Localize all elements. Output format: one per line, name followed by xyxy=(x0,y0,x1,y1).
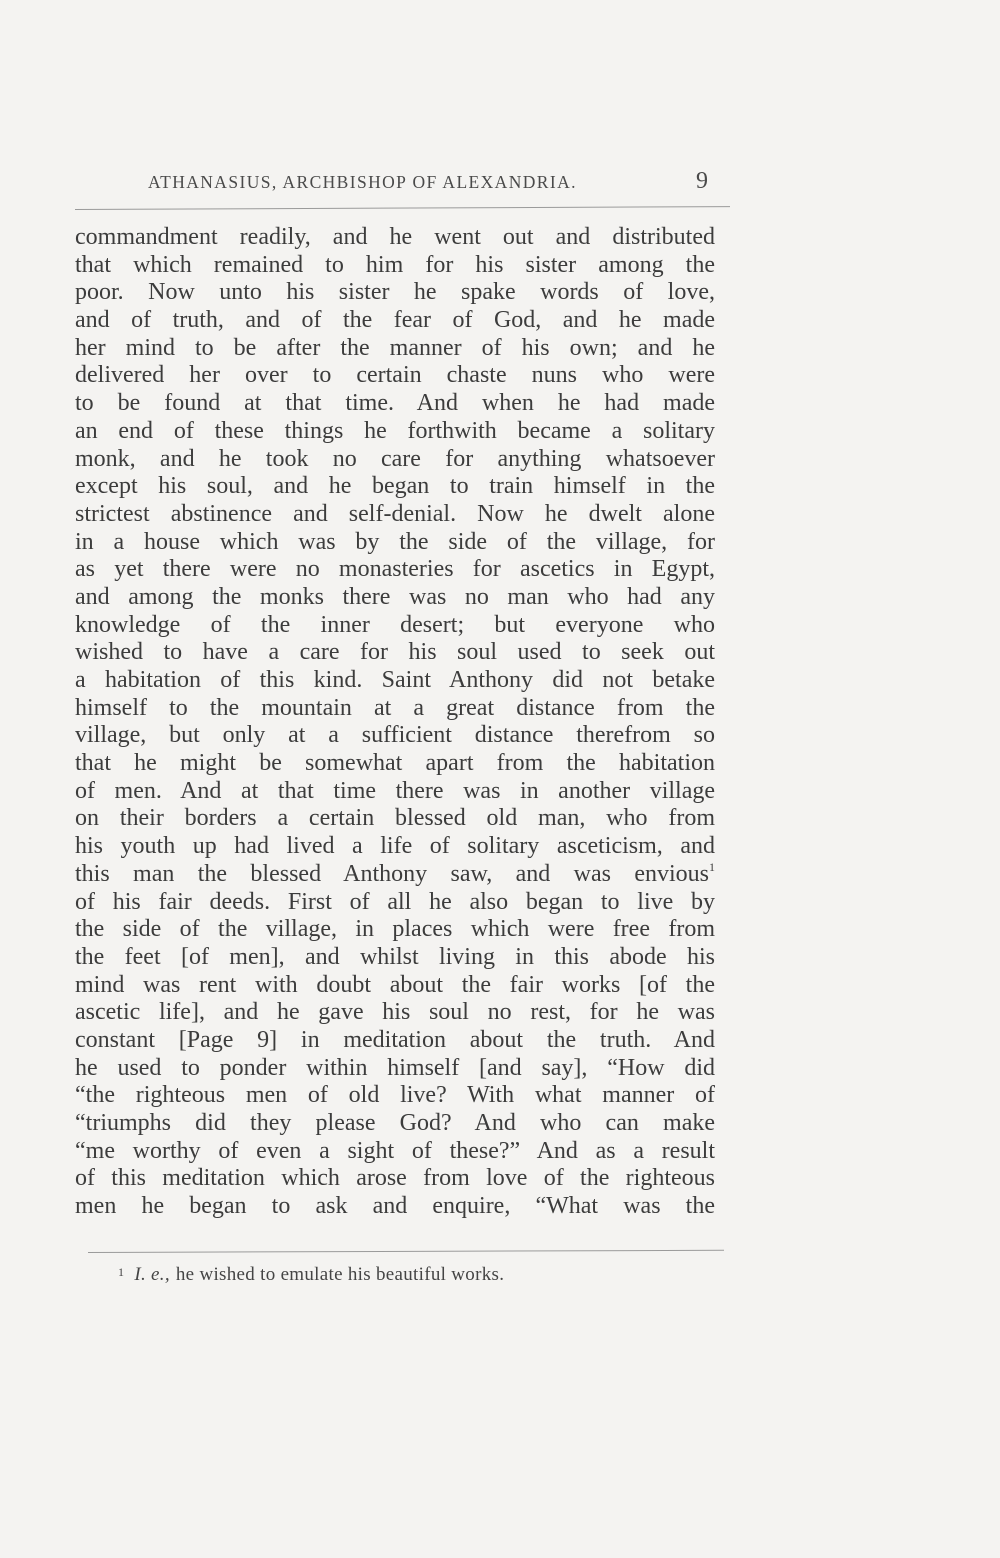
footnote-rule xyxy=(88,1250,724,1253)
text-line: poor. Now unto his sister he spake words of love, xyxy=(75,279,715,306)
text-line: in a house which was by the side of the village, for xyxy=(75,528,715,555)
text-line: men he began to ask and enquire, “What was the xyxy=(75,1193,715,1220)
text-line: a habitation of this kind. Saint Anthony did not betake xyxy=(75,667,715,693)
text-line: except his soul, and he began to train himself in the xyxy=(75,473,715,500)
footnote xyxy=(118,1264,504,1286)
text-line: commandment readily, and he went out and distributed xyxy=(75,224,715,250)
text-line: monk, and he took no care for anything whatsoever xyxy=(75,445,715,472)
footnote-text: he wished to emulate his beautiful works. xyxy=(175,1264,505,1285)
text-line: himself to the mountain at a great distance from the xyxy=(75,694,715,721)
text-line: and among the monks there was no man who had any xyxy=(75,583,715,610)
text-line-with-footnote-ref xyxy=(75,861,715,889)
text-line: the side of the village, in places which were free from xyxy=(75,916,715,943)
text-line: wished to have a care for his soul used to seek out xyxy=(75,639,715,666)
body-text xyxy=(75,224,715,1221)
text-line: “triumphs did they please God? And who can make xyxy=(75,1110,715,1136)
text-line: an end of these things he forthwith became a solitary xyxy=(75,417,715,444)
text-line: delivered her over to certain chaste nuns who were xyxy=(75,362,715,389)
text-line: and of truth, and of the fear of God, and he made xyxy=(75,307,715,334)
text-line: mind was rent with doubt about the fair works [of the xyxy=(75,971,715,998)
running-title: ATHANASIUS, ARCHBISHOP OF ALEXANDRIA. xyxy=(148,172,577,192)
text-line: his youth up had lived a life of solitary asceticism, and xyxy=(75,833,715,860)
text-line: her mind to be after the manner of his own; and he xyxy=(75,334,715,361)
text-line: he used to ponder within himself [and say], “How did xyxy=(75,1054,715,1081)
text-line: “the righteous men of old live? With what manner of xyxy=(75,1082,715,1109)
text-line: of his fair deeds. First of all he also began to live by xyxy=(75,888,715,915)
text-line: on their borders a certain blessed old man, who from xyxy=(75,805,715,832)
text-line-content: this man the blessed Anthony saw, and was envious xyxy=(75,860,709,887)
page-number: 9 xyxy=(696,168,708,194)
text-line: strictest abstinence and self-denial. Now he dwelt alone xyxy=(75,500,715,527)
text-line: village, but only at a sufficient distance therefrom so xyxy=(75,722,715,749)
text-line: the feet [of men], and whilst living in this abode his xyxy=(75,943,715,970)
footnote-reference: 1 xyxy=(709,859,715,874)
text-line: of this meditation which arose from love of the righteous xyxy=(75,1165,715,1192)
text-line: of men. And at that time there was in another village xyxy=(75,777,715,804)
text-line: constant [Page 9] in meditation about the truth. And xyxy=(75,1026,715,1053)
text-line: knowledge of the inner desert; but everyone who xyxy=(75,611,715,638)
footnote-mark: 1 xyxy=(118,1265,125,1279)
text-line: that he might be somewhat apart from the habitation xyxy=(75,750,715,777)
footnote-abbreviation: I. e., xyxy=(134,1264,170,1285)
running-head xyxy=(140,168,730,208)
text-line: ascetic life], and he gave his soul no rest, for he was xyxy=(75,999,715,1026)
text-line: that which remained to him for his sister among the xyxy=(75,251,715,278)
text-line: “me worthy of even a sight of these?” And as a result xyxy=(75,1137,715,1164)
text-line: to be found at that time. And when he had made xyxy=(75,390,715,417)
text-line: as yet there were no monasteries for ascetics in Egypt, xyxy=(75,556,715,583)
